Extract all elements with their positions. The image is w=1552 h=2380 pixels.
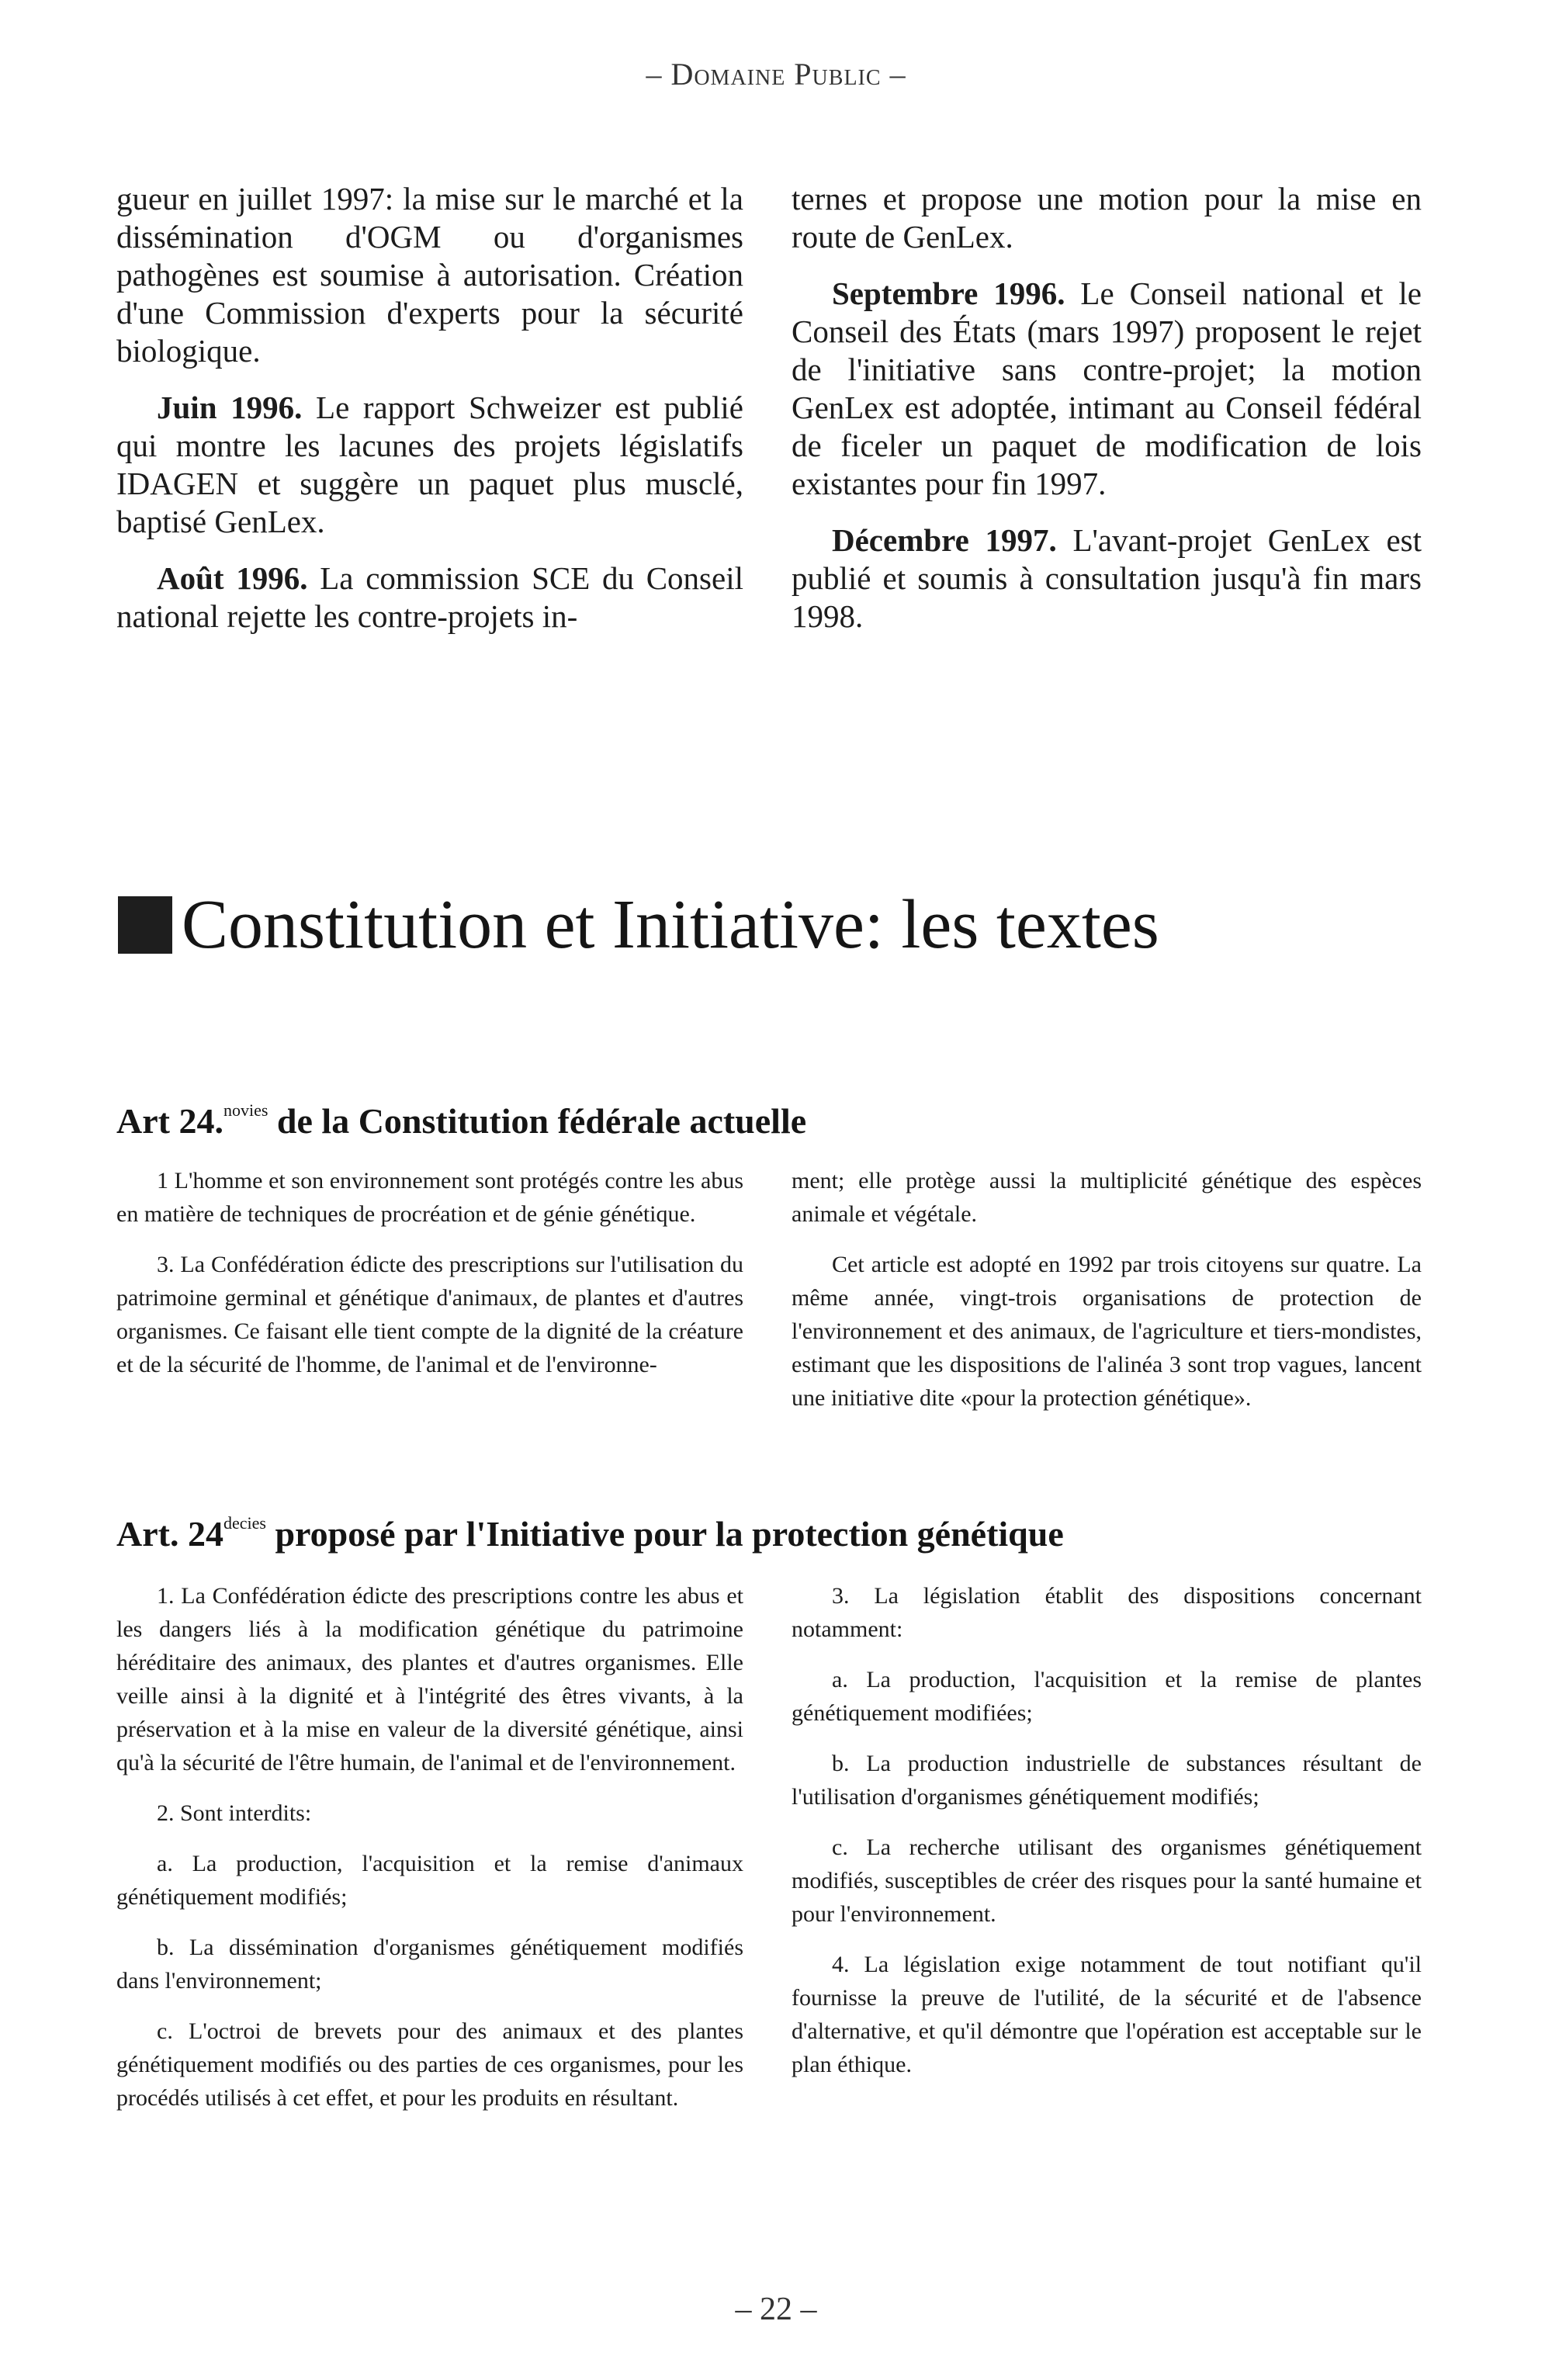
article2-heading: Art. $24^{decies}$ proposé par l'Initiative pour la protection génétique: [116, 1513, 1064, 1554]
article1-right-column: [792, 1164, 1422, 1432]
article-paragraph: 1. La Confédération édicte des prescriptions contre les abus et les dangers liés à la modification génétique du patrimoine héréditaire des animaux, des plantes et d'autres organismes. Elle veille ainsi à la dignité et à l'intégrité des êtres vivants, à la préservation et à la mise en valeur de la diversité génétique, ainsi qu'à la sécurité de l'être humain, de l'animal et de l'environnement.: [116, 1583, 743, 1775]
article-paragraph: a. La production, l'acquisition et la remise d'animaux génétiquement modifiés;: [116, 1851, 743, 1910]
article2-columns: [116, 1579, 1422, 2132]
section-title: Constitution et Initiative: les textes: [182, 886, 1159, 963]
article-paragraph: c. L'octroi de brevets pour des animaux et des plantes génétiquement modifiés ou des parties de ces organismes, pour les procédés utilisés à cet effet, et pour les produits en résultant.: [116, 2018, 743, 2111]
article2-left-column: [116, 1579, 743, 2132]
article1-left-column: [116, 1164, 743, 1432]
publication-title: Domaine Public: [670, 57, 882, 92]
heading-square-marker: [118, 896, 172, 954]
article1-heading: Art 24.$^{novies}$ de la Constitution fédérale actuelle: [116, 1100, 807, 1141]
chronology-left-column: [116, 180, 743, 654]
article2-right-column: [792, 1579, 1422, 2132]
page-number: – 22 –: [735, 2292, 817, 2327]
section-heading: [118, 886, 1159, 964]
article-paragraph: c. La recherche utilisant des organismes génétiquement modifiés, susceptibles de créer des risques pour la santé humaine et pour l'environnement.: [792, 1834, 1422, 1927]
article-paragraph: 1 L'homme et son environnement sont protégés contre les abus en matière de techniques de procréation et de génie génétique.: [116, 1168, 743, 1227]
chronology-paragraph: gueur en juillet 1997: la mise sur le marché et la dissémination d'OGM ou d'organismes pathogènes est soumise à autorisation. Création d'une Commission d'experts pour la sécurité biologique.: [116, 181, 743, 369]
chronology-columns: [116, 180, 1422, 654]
date-lead: Septembre 1996.: [832, 275, 1065, 311]
article-paragraph: 4. La législation exige notamment de tout notifiant qu'il fournisse la preuve de l'utilité, de la sécurité et de l'absence d'alternative, et qu'il démontre que l'opération est acceptable sur le plan éthique.: [792, 1952, 1422, 2077]
header-dash-right: –: [889, 57, 906, 92]
chronology-paragraph: ternes et propose une motion pour la mise en route de GenLex.: [792, 181, 1422, 255]
chronology-paragraph: Juin 1996. Le rapport Schweizer est publié qui montre les lacunes des projets législatifs IDAGEN et suggère un paquet plus musclé, baptisé GenLex.: [116, 390, 743, 539]
header-dash-left: –: [646, 57, 663, 92]
chronology-right-column: [792, 180, 1422, 654]
article-paragraph: b. La production industrielle de substances résultant de l'utilisation d'organismes génétiquement modifiés;: [792, 1751, 1422, 1810]
article-paragraph: ment; elle protège aussi la multiplicité génétique des espèces animale et végétale.: [792, 1168, 1422, 1227]
article-paragraph: 3. La législation établit des dispositions concernant notamment:: [792, 1583, 1422, 1642]
chronology-paragraph: Décembre 1997. L'avant-projet GenLex est publié et soumis à consultation jusqu'à fin mars 1998.: [792, 522, 1422, 634]
chronology-paragraph: Août 1996. La commission SCE du Conseil national rejette les contre-projets in-: [116, 560, 743, 634]
article1-columns: [116, 1164, 1422, 1432]
date-lead: Août 1996.: [157, 560, 308, 596]
article-paragraph: 3. La Confédération édicte des prescriptions sur l'utilisation du patrimoine germinal et génétique d'animaux, de plantes et d'autres organismes. Ce faisant elle tient compte de la dignité de la créature et de la sécurité de l'homme, de l'animal et de l'environne-: [116, 1252, 743, 1377]
date-lead: Juin 1996.: [157, 390, 303, 425]
article-paragraph: a. La production, l'acquisition et la remise de plantes génétiquement modifiées;: [792, 1667, 1422, 1726]
article-paragraph: Cet article est adopté en 1992 par trois citoyens sur quatre. La même année, vingt-trois organisations de protection de l'environnement et des animaux, de l'agriculture et tiers-mondistes, estimant que les dispositions de l'alinéa 3 sont trop vagues, lancent une initiative dite «pour la protection génétique».: [792, 1252, 1422, 1411]
chronology-paragraph: Septembre 1996. Le Conseil national et le Conseil des États (mars 1997) proposent le rejet de l'initiative sans contre-projet; la motion GenLex est adoptée, intimant au Conseil fédéral de ficeler un paquet de modification de lois existantes pour fin 1997.: [792, 275, 1422, 501]
article-paragraph: b. La dissémination d'organismes génétiquement modifiés dans l'environnement;: [116, 1935, 743, 1994]
date-lead: Décembre 1997.: [832, 522, 1057, 558]
running-header: [0, 56, 1552, 92]
article-paragraph: 2. Sont interdits:: [157, 1800, 312, 1826]
